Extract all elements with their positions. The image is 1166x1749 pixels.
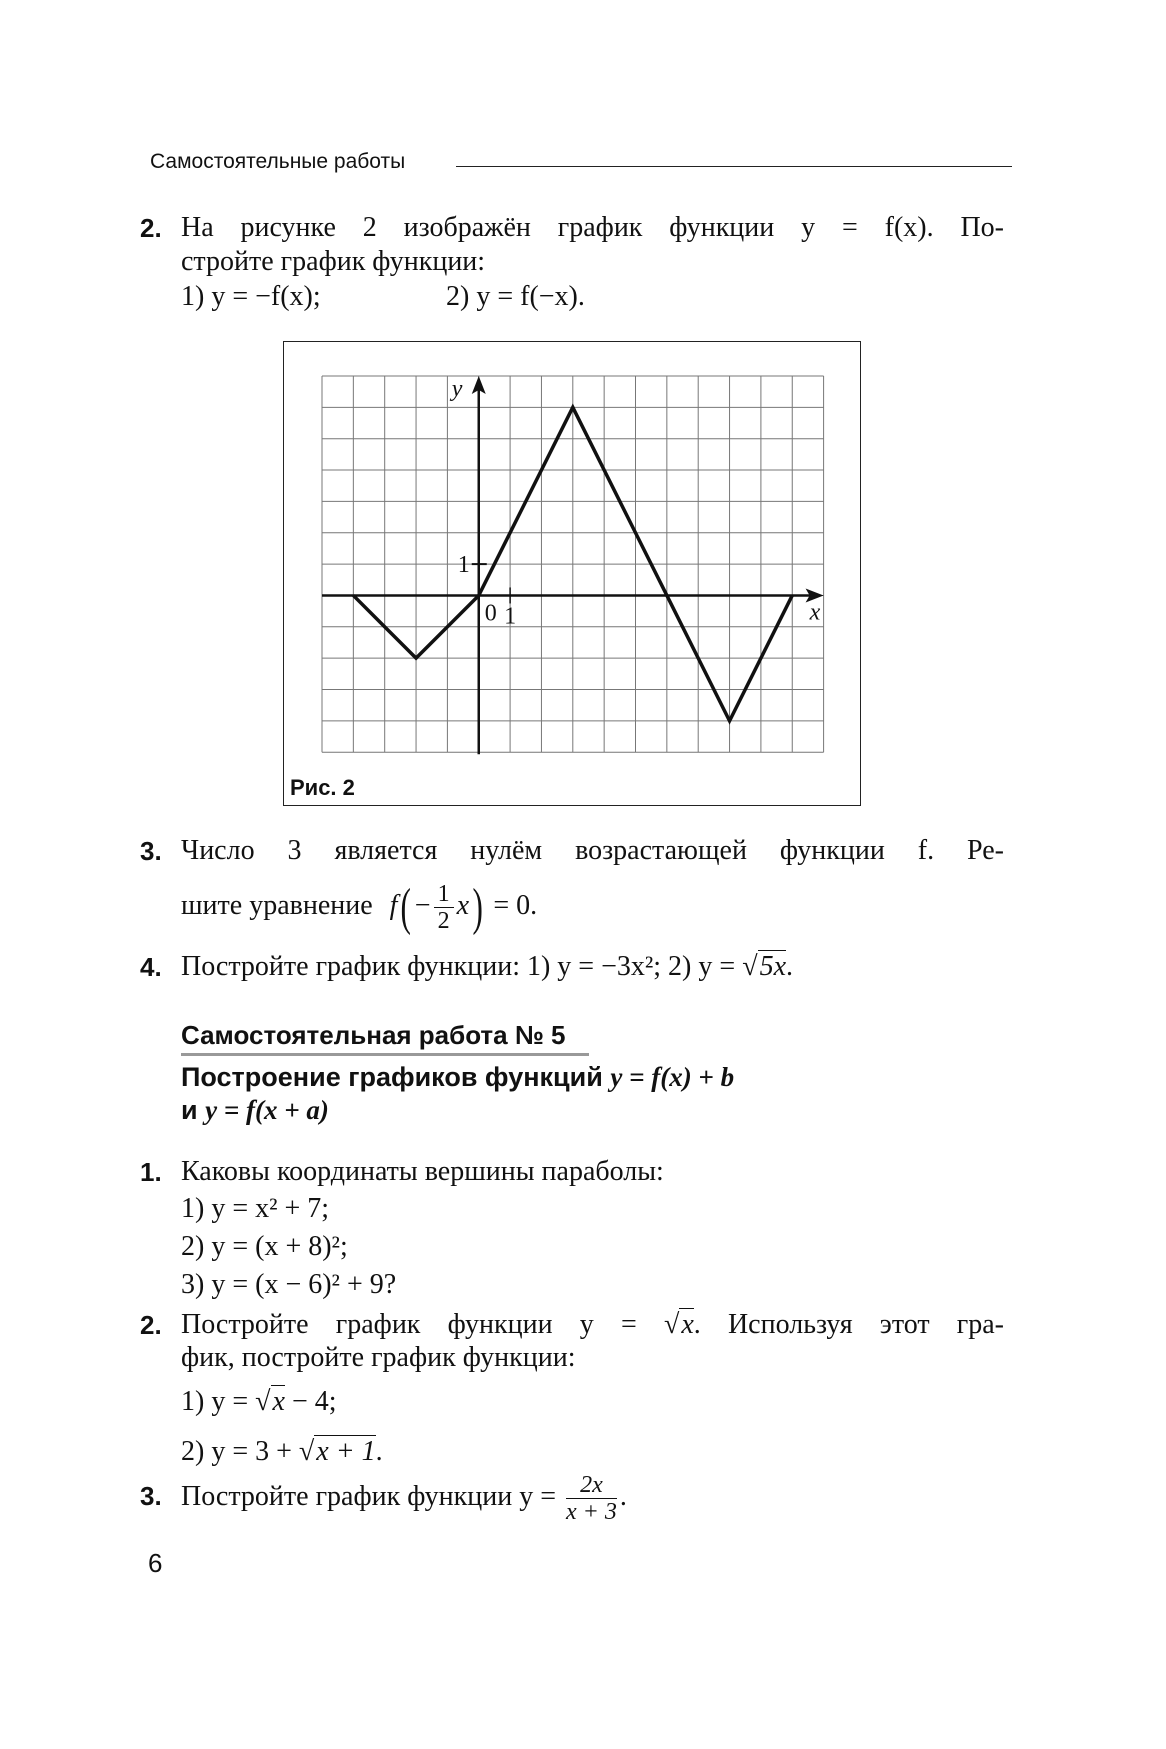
text: 1) y = — [181, 1386, 256, 1417]
text: . Используя этот гра- — [693, 1309, 1004, 1340]
period: . — [786, 951, 793, 982]
fraction-one-half — [434, 881, 454, 934]
running-header: Самостоятельные работы — [150, 150, 406, 173]
s5-task-1-number: 1. — [140, 1157, 162, 1187]
function-f: f — [389, 890, 398, 921]
task-2-number: 2. — [140, 213, 162, 243]
x-axis-label: x — [809, 599, 821, 626]
task-3-number: 3. — [140, 836, 162, 866]
task-4-number: 4. — [140, 952, 162, 982]
s5-task-2-item-2: 2) y = 3 + √x + 1. — [181, 1436, 383, 1467]
fraction-numerator: 1 — [434, 881, 454, 908]
task-4-text: Постройте график функции: 1) y = −3x²; 2) y = — [181, 951, 743, 982]
text: Постройте график функции y = — [181, 1309, 664, 1340]
radicand: 5x — [759, 951, 786, 982]
minus-sign: − — [414, 890, 431, 921]
s5-task-3-line — [181, 1462, 627, 1532]
fraction-denominator: x + 3 — [566, 1499, 617, 1526]
page-number: 6 — [148, 1548, 163, 1578]
task-3-text: шите уравнение — [181, 890, 373, 921]
s5-task-2-line-2: фик, постройте график функции: — [181, 1342, 576, 1373]
figure-caption: Рис. 2 — [290, 775, 355, 800]
fraction-numerator: 2x — [566, 1472, 617, 1499]
s5-task-2-item-1: 1) y = √x − 4; — [181, 1386, 337, 1417]
fraction-denominator: 2 — [437, 908, 450, 935]
section-title-line-2 — [181, 1094, 329, 1126]
left-paren: ( — [400, 878, 412, 936]
task-3-line-2 — [181, 868, 537, 946]
task-4-line: Постройте график функции: 1) y = −3x²; 2) y = √5x. — [181, 951, 793, 982]
variable-x: x — [456, 890, 470, 921]
right-paren: ) — [472, 878, 483, 936]
s5-task-1-item: 3) y = (x − 6)² + 9? — [181, 1269, 397, 1300]
fraction — [566, 1472, 617, 1525]
title-math: y = f(x + a) — [205, 1095, 329, 1125]
title-text: Построение графиков функций — [181, 1062, 611, 1092]
s5-task-1-item: 2) y = (x + 8)²; — [181, 1231, 348, 1262]
s5-task-3-number: 3. — [140, 1481, 162, 1511]
task-3-line-1: Число 3 является нулём возрастающей функции f. Ре- — [181, 835, 1004, 866]
s5-task-2-number: 2. — [140, 1310, 162, 1340]
section-title-line-1 — [181, 1061, 734, 1093]
title-math: y = f(x) + b — [610, 1062, 735, 1092]
text: Постройте график функции y = — [181, 1481, 563, 1512]
origin-label: 0 — [484, 600, 497, 627]
task-2-line-2: стройте график функции: — [181, 246, 486, 277]
section-underline — [181, 1053, 589, 1056]
text: 2) y = 3 + — [181, 1436, 299, 1467]
s5-task-1-text: Каковы координаты вершины параболы: — [181, 1156, 664, 1187]
text: . — [375, 1436, 383, 1467]
period: . — [619, 1481, 627, 1512]
x-unit-label: 1 — [504, 603, 517, 630]
radicand: x — [681, 1309, 694, 1340]
s5-task-2-line-1: Постройте график функции y = √x. Используя этот гра- — [181, 1309, 1004, 1340]
text: − 4; — [284, 1386, 337, 1417]
y-unit-label: 1 — [457, 552, 470, 579]
task-2-line-1: На рисунке 2 изображён график функции y = f(x). По- — [181, 212, 1004, 243]
y-axis-label: y — [451, 376, 463, 402]
s5-task-1-item: 1) y = x² + 7; — [181, 1193, 330, 1224]
task-2-option-2: 2) y = f(−x). — [446, 281, 585, 312]
equation-tail: = 0. — [493, 890, 538, 921]
section-heading: Самостоятельная работа № 5 — [181, 1020, 566, 1050]
radicand: x + 1 — [316, 1436, 376, 1467]
title-text: и — [181, 1095, 206, 1125]
task-2-option-1: 1) y = −f(x); — [181, 281, 321, 312]
radicand: x — [272, 1386, 285, 1417]
